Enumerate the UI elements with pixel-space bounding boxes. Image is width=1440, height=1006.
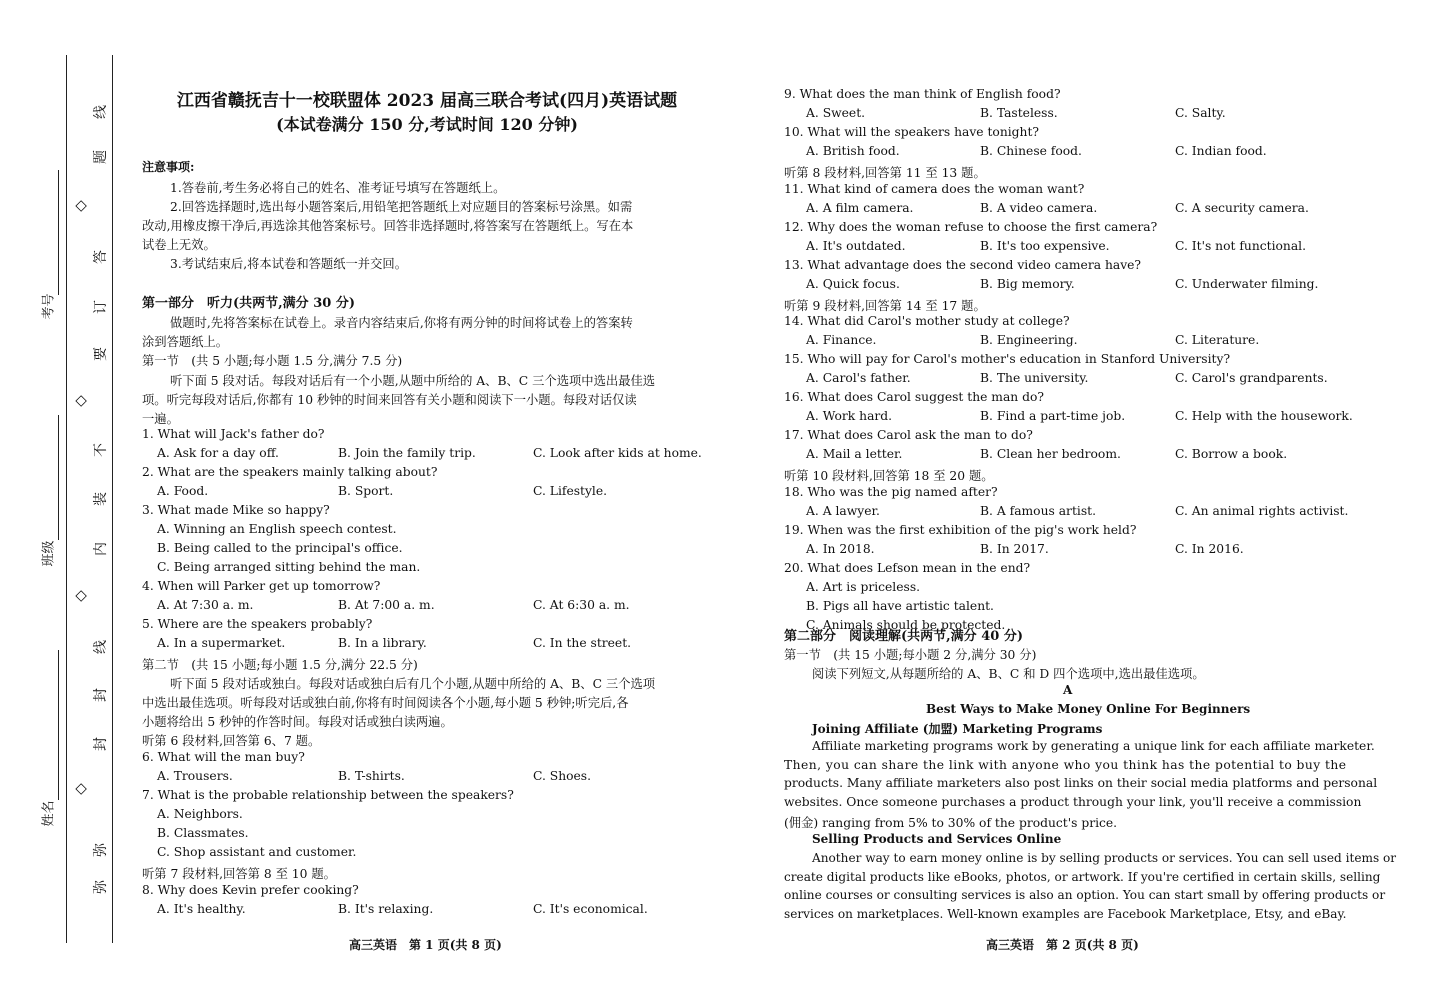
answer-option: B. Pigs all have artistic talent. (806, 598, 994, 613)
seal-char: 弥 (93, 843, 109, 857)
passage-line: online courses or consulting services is also an option. You can start small by offering products or (784, 888, 1386, 903)
passage-letter: A (1063, 683, 1073, 697)
notice-item: 2.回答选择题时,选出每小题答案后,用铅笔把答题纸上对应题目的答案标号涂黑。如需 (170, 200, 633, 214)
answer-option: B. Classmates. (157, 826, 249, 840)
question-stem: 16. What does Carol suggest the man do? (784, 390, 1044, 405)
answer-option: B. Join the family trip. (338, 446, 476, 460)
passage-line: services on marketplaces. Well-known examples are Facebook Marketplace, Etsy, and eBay. (784, 906, 1347, 921)
answer-option: C. At 6:30 a. m. (533, 598, 630, 612)
info-blank-line (58, 170, 59, 295)
material-instruction: 听第 6 段材料,回答第 6、7 题。 (142, 734, 321, 748)
seal-char: 题 (93, 150, 109, 164)
material-instruction: 听第 8 段材料,回答第 11 至 13 题。 (784, 166, 986, 180)
answer-option: B. Clean her bedroom. (980, 447, 1121, 462)
notice-item: 改动,用橡皮擦干净后,再选涂其他答案标号。回答非选择题时,将答案写在答题纸上。写在本 (142, 219, 634, 233)
answer-option: A. Carol's father. (806, 371, 911, 386)
notice-item: 3.考试结束后,将本试卷和答题纸一并交回。 (170, 257, 407, 271)
diamond-icon: ◇ (70, 395, 89, 407)
answer-option: C. A security camera. (1175, 200, 1309, 215)
answer-option: B. Big memory. (980, 276, 1075, 291)
question-stem: 17. What does Carol ask the man to do? (784, 428, 1033, 443)
answer-option: C. It's not functional. (1175, 238, 1307, 253)
answer-option: A. Mail a letter. (806, 447, 903, 462)
seal-char: 要 (93, 347, 109, 361)
answer-option: B. Tasteless. (980, 106, 1058, 120)
answer-option: A. Trousers. (157, 769, 233, 783)
answer-option: A. In 2018. (806, 541, 875, 556)
answer-option: C. In 2016. (1175, 541, 1244, 556)
passage-line: Affiliate marketing programs work by generating a unique link for each affiliate marketer. (812, 739, 1375, 753)
answer-option: A. Winning an English speech contest. (157, 522, 397, 536)
exam-title: 江西省赣抚吉十一校联盟体 2023 届高三联合考试(四月)英语试题 (176, 91, 678, 111)
notice-heading: 注意事项: (142, 160, 195, 174)
answer-option: C. In the street. (533, 636, 632, 650)
answer-option: C. It's economical. (533, 902, 648, 916)
answer-option: C. Lifestyle. (533, 484, 608, 498)
binding-line-left (66, 55, 67, 943)
seal-char: 封 (93, 688, 109, 702)
notice-item: 试卷上无效。 (142, 238, 216, 252)
seal-char: 弥 (93, 880, 109, 894)
answer-option: A. Sweet. (806, 106, 866, 120)
seal-char: 答 (93, 250, 109, 264)
sec2-intro: 听下面 5 段对话或独白。每段对话或独白后有几个小题,从题中所给的 A、B、C 三个选项 (170, 677, 656, 691)
question-stem: 20. What does Lefson mean in the end? (784, 560, 1031, 575)
part1-intro: 做题时,先将答案标在试卷上。录音内容结束后,你将有两分钟的时间将试卷上的答案转 (170, 316, 633, 330)
answer-option: B. T-shirts. (338, 769, 405, 783)
material-instruction: 听第 9 段材料,回答第 14 至 17 题。 (784, 298, 986, 313)
answer-option: B. Chinese food. (980, 144, 1082, 158)
answer-option: C. Borrow a book. (1175, 447, 1288, 462)
answer-option: A. Finance. (806, 333, 877, 348)
question-stem: 3. What made Mike so happy? (142, 503, 330, 517)
answer-option: B. In a library. (338, 636, 427, 650)
page-footer-right: 高三英语 第 2 页(共 8 页) (986, 938, 1139, 952)
answer-option: A. A lawyer. (806, 503, 880, 518)
answer-option: B. It's relaxing. (338, 902, 434, 916)
question-stem: 12. Why does the woman refuse to choose the first camera? (784, 219, 1158, 234)
answer-option: B. A famous artist. (980, 503, 1096, 518)
answer-option: C. Indian food. (1175, 144, 1267, 158)
info-blank-line (58, 650, 59, 800)
answer-option: B. Sport. (338, 484, 394, 498)
answer-option: A. It's outdated. (806, 238, 906, 253)
question-stem: 8. Why does Kevin prefer cooking? (142, 883, 359, 897)
answer-option: B. In 2017. (980, 541, 1049, 556)
material-instruction: 听第 7 段材料,回答第 8 至 10 题。 (142, 867, 336, 881)
answer-option: B. Engineering. (980, 333, 1078, 348)
passage-title: Best Ways to Make Money Online For Beginners (926, 702, 1251, 716)
part2-sec1-intro: 阅读下列短文,从每题所给的 A、B、C 和 D 四个选项中,选出最佳选项。 (812, 667, 1205, 681)
answer-option: B. Being called to the principal's office. (157, 541, 403, 555)
question-stem: 10. What will the speakers have tonight? (784, 125, 1040, 139)
answer-option: C. Literature. (1175, 333, 1260, 348)
sec1-intro: 项。听完每段对话后,你都有 10 秒钟的时间来回答有关小题和阅读下一小题。每段对话仅读 (142, 393, 637, 407)
passage-line: Then, you can share the link with anyone who you think has the potential to buy the (784, 757, 1347, 772)
answer-option: C. Being arranged sitting behind the man. (157, 560, 421, 574)
question-stem: 15. Who will pay for Carol's mother's education in Stanford University? (784, 352, 1231, 367)
answer-option: A. A film camera. (806, 200, 914, 215)
answer-option: B. A video camera. (980, 200, 1098, 215)
sec2-intro: 中选出最佳选项。听每段对话或独白前,你将有时间阅读各个小题,每小题 5 秒钟;听完后,各 (142, 696, 629, 710)
student-info-label: 考号 (41, 293, 57, 320)
passage-line: Another way to earn money online is by selling products or services. You can sell used items or (812, 851, 1397, 865)
part1-heading: 第一部分 听力(共两节,满分 30 分) (142, 296, 355, 311)
answer-option: C. Animals should be protected. (806, 617, 1006, 632)
answer-option: C. Salty. (1175, 106, 1226, 120)
question-stem: 19. When was the first exhibition of the pig's work held? (784, 522, 1137, 537)
seal-char: 内 (93, 542, 109, 556)
student-info-label: 姓名 (41, 800, 57, 827)
page-footer-left: 高三英语 第 1 页(共 8 页) (349, 938, 502, 952)
question-stem: 18. Who was the pig named after? (784, 484, 998, 499)
answer-option: B. At 7:00 a. m. (338, 598, 435, 612)
answer-option: A. Food. (157, 484, 209, 498)
question-stem: 4. When will Parker get up tomorrow? (142, 579, 381, 593)
answer-option: A. It's healthy. (157, 902, 246, 916)
passage-line: create digital products like eBooks, photos, or artwork. If you're certified in certain skills, selling (784, 869, 1381, 884)
answer-option: C. Look after kids at home. (533, 446, 702, 460)
question-stem: 2. What are the speakers mainly talking about? (142, 465, 438, 479)
passage-line: websites. Once someone purchases a product through your link, you'll receive a commission (784, 794, 1362, 809)
question-stem: 6. What will the man buy? (142, 750, 305, 764)
question-stem: 1. What will Jack's father do? (142, 427, 325, 441)
sec2-heading: 第二节 (共 15 小题;每小题 1.5 分,满分 22.5 分) (142, 658, 418, 672)
answer-option: C. Help with the housework. (1175, 409, 1353, 424)
seal-char: 线 (93, 105, 109, 119)
seal-char: 订 (93, 300, 109, 314)
diamond-icon: ◇ (70, 590, 89, 602)
question-stem: 9. What does the man think of English food? (784, 87, 1061, 101)
seal-char: 线 (93, 640, 109, 654)
material-instruction: 听第 10 段材料,回答第 18 至 20 题。 (784, 469, 994, 484)
answer-option: A. Work hard. (806, 409, 893, 424)
subheading: Joining Affiliate (加盟) Marketing Programs (812, 722, 1103, 736)
question-stem: 7. What is the probable relationship between the speakers? (142, 788, 514, 802)
diamond-icon: ◇ (70, 200, 89, 212)
exam-subtitle: (本试卷满分 150 分,考试时间 120 分钟) (276, 115, 578, 134)
answer-option: C. Carol's grandparents. (1175, 371, 1328, 386)
answer-option: C. Shoes. (533, 769, 592, 783)
answer-option: C. An animal rights activist. (1175, 503, 1349, 518)
answer-option: A. Ask for a day off. (157, 446, 279, 460)
notice-item: 1.答卷前,考生务必将自己的姓名、准考证号填写在答题纸上。 (170, 181, 506, 195)
answer-option: B. The university. (980, 371, 1089, 386)
sec1-intro: 一遍。 (142, 412, 179, 426)
seal-char: 不 (93, 443, 109, 457)
part1-intro: 涂到答题纸上。 (142, 335, 229, 349)
seal-char: 封 (93, 737, 109, 751)
question-stem: 14. What did Carol's mother study at college? (784, 314, 1070, 329)
seal-char: 装 (93, 492, 109, 506)
binding-margin (0, 0, 120, 1006)
answer-option: A. Neighbors. (157, 807, 243, 821)
part2-sec1-heading: 第一节 (共 15 小题;每小题 2 分,满分 30 分) (784, 648, 1037, 662)
passage-line: products. Many affiliate marketers also post links on their social media platforms and personal (784, 776, 1378, 791)
answer-option: C. Underwater filming. (1175, 276, 1319, 291)
answer-option: A. In a supermarket. (157, 636, 286, 650)
answer-option: C. Shop assistant and customer. (157, 845, 357, 859)
subheading: Selling Products and Services Online (812, 832, 1062, 846)
part2-heading: 第二部分 阅读理解(共两节,满分 40 分) (784, 629, 1023, 644)
sec1-heading: 第一节 (共 5 小题;每小题 1.5 分,满分 7.5 分) (142, 354, 403, 368)
question-stem: 13. What advantage does the second video camera have? (784, 257, 1142, 272)
answer-option: A. At 7:30 a. m. (157, 598, 254, 612)
answer-option: A. Art is priceless. (806, 579, 921, 594)
binding-line-right (112, 55, 113, 943)
student-info-label: 班级 (41, 540, 57, 567)
sec2-intro: 小题将给出 5 秒钟的作答时间。每段对话或独白读两遍。 (142, 715, 453, 729)
passage-line: (佣金) ranging from 5% to 30% of the product's price. (784, 816, 1118, 831)
question-stem: 5. Where are the speakers probably? (142, 617, 373, 631)
info-blank-line (58, 415, 59, 540)
sec1-intro: 听下面 5 段对话。每段对话后有一个小题,从题中所给的 A、B、C 三个选项中选出最佳选 (170, 374, 656, 388)
answer-option: A. British food. (806, 144, 900, 158)
question-stem: 11. What kind of camera does the woman want? (784, 181, 1085, 196)
answer-option: B. It's too expensive. (980, 238, 1110, 253)
answer-option: B. Find a part-time job. (980, 409, 1126, 424)
diamond-icon: ◇ (70, 783, 89, 795)
answer-option: A. Quick focus. (806, 276, 900, 291)
